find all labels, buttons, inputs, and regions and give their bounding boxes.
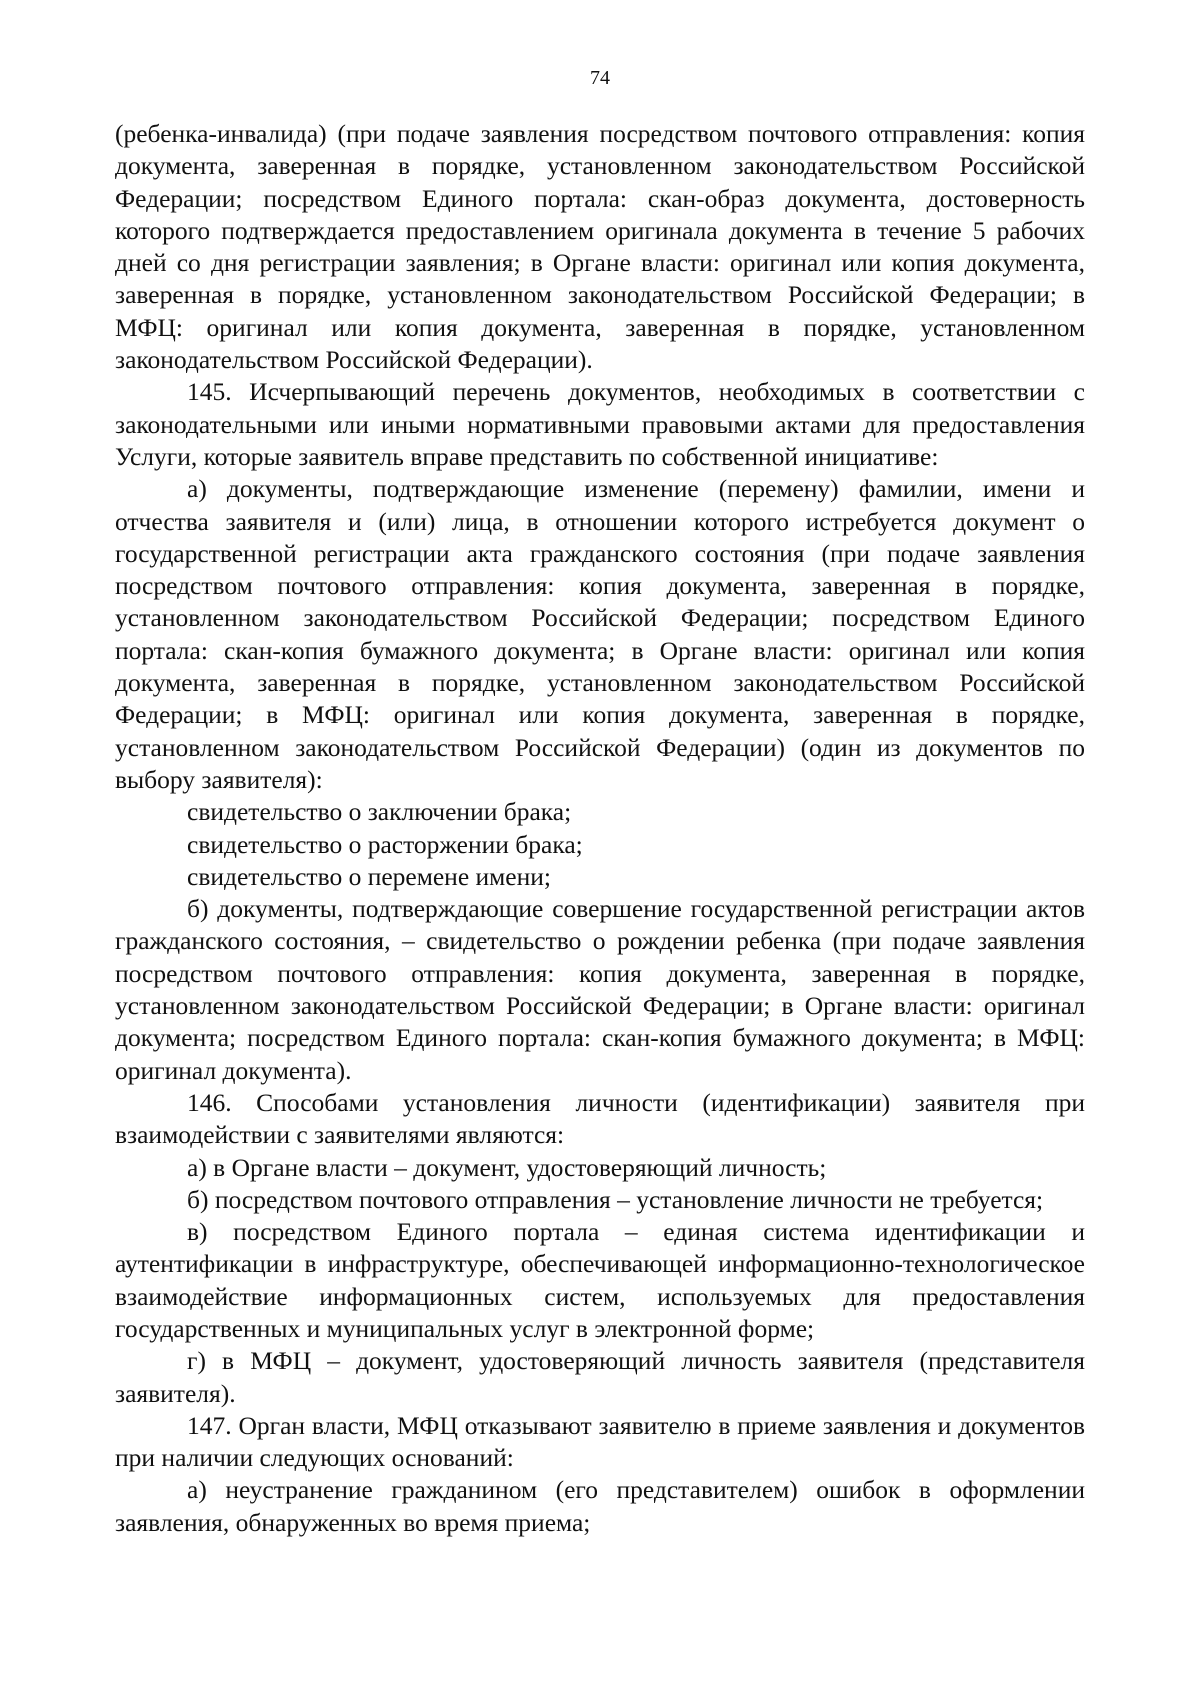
paragraph-147-a: а) неустранение гражданином (его представителем) ошибок в оформлении заявления, обнаруженных во время приема; [115, 1475, 1085, 1537]
paragraph-145: 145. Исчерпывающий перечень документов, необходимых в соответствии с законодательными или иными нормативными правовыми актами для предоставления Услуги, которые заявитель вправе представить по собственной инициативе: [115, 377, 1085, 471]
paragraph-146-b: б) посредством почтового отправления – установление личности не требуется; [187, 1184, 1044, 1214]
list-item-marriage-certificate: свидетельство о заключении брака; [187, 797, 572, 827]
paragraph-145-b: б) документы, подтверждающие совершение государственной регистрации актов гражданского состояния, – свидетельство о рождении ребенка (при подаче заявления посредством почтового отправления: копия документа, заверенная в порядке, установленном законодательством Российской Федерации; в Органе власти: оригинал документа; посредством Единого портала: скан-копия бумажного документа; в МФЦ: оригинал документа). [115, 894, 1085, 1085]
paragraph-147: 147. Орган власти, МФЦ отказывают заявителю в приеме заявления и документов при наличии следующих оснований: [115, 1410, 1085, 1473]
list-item-divorce-certificate: свидетельство о расторжении брака; [187, 829, 583, 859]
paragraph-145-a: а) документы, подтверждающие изменение (перемену) фамилии, имени и отчества заявителя и (или) лица, в отношении которого истребуется документ о государственной регистрации акта гражданского состояния (при подаче заявления посредством почтового отправления: копия документа, заверенная в порядке, установленном законодательством Российской Федерации; посредством Единого портала: скан-копия бумажного документа; в Органе власти: оригинал или копия документа, заверенная в порядке, установленном законодательством Российской Федерации; в МФЦ: оригинал или копия документа, заверенная в порядке, установленном законодательством Российской Федерации) (один из документов по выбору заявителя): [115, 474, 1085, 794]
paragraph-146-g: г) в МФЦ – документ, удостоверяющий личность заявителя (представителя заявителя). [115, 1346, 1085, 1408]
document-body [115, 118, 1085, 1539]
paragraph-continuation: (ребенка-инвалида) (при подаче заявления посредством почтового отправления: копия документа, заверенная в порядке, установленном законодательством Российской Федерации; посредством Единого портала: скан-образ документа, достоверность которого подтверждается предоставлением оригинала документа в течение 5 рабочих дней со дня регистрации заявления; в Органе власти: оригинал или копия документа, заверенная в порядке, установленном законодательством Российской Федерации; в МФЦ: оригинал или копия документа, заверенная в порядке, установленном законодательством Российской Федерации). [115, 119, 1085, 375]
paragraph-146: 146. Способами установления личности (идентификации) заявителя при взаимодействии с заявителями являются: [115, 1087, 1085, 1150]
paragraph-146-v: в) посредством Единого портала – единая система идентификации и аутентификации в инфраструктуре, обеспечивающей информационно-технологическое взаимодействие информационных систем, используемых для предоставления государственных и муниципальных услуг в электронной форме; [115, 1217, 1085, 1343]
page-number: 74 [590, 67, 610, 89]
paragraph-146-a: а) в Органе власти – документ, удостоверяющий личность; [187, 1152, 827, 1182]
list-item-name-change-certificate: свидетельство о перемене имени; [187, 861, 551, 891]
